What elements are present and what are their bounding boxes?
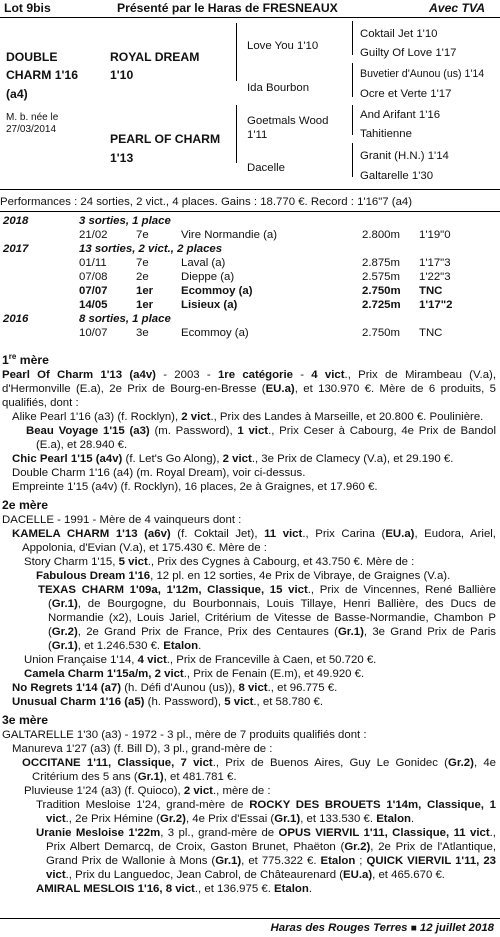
race-date: 01/11 (79, 257, 107, 269)
produce-entry: Unusual Charm 1'16 (a5) (h. Password), 5 vict., et 58.780 €. (12, 696, 324, 709)
race-row (0, 256, 500, 270)
race-placing: 7e (136, 257, 149, 269)
pedigree-table (0, 19, 500, 191)
produce-entry: Beau Voyage 1'15 (a3) (m. Password), 1 vict., Prix Ceser à Cabourg, 4e Prix de Bandol (E.a), et 28.940 €. (26, 425, 496, 452)
produce-entry: No Regrets 1'14 (a7) (h. Défi d'Aunou (us)), 8 vict., et 96.775 €. (12, 682, 338, 695)
page-footer (0, 918, 500, 936)
produce-entry: TEXAS CHARM 1'09a, 1'12m, Classique, 15 vict., Prix de Vincennes, René Ballière (Gr.1), de Bourgogne, du Bourbonnais, Louis Tillaye, Henri Ballière, des Ducs de Normandie (x2), Louis Jariel, Critérium de Vitesse de Basse-Normandie, Chambon P (Gr.2), 2e Grand Prix de France, Prix des Centaures (Gr.1), 3e Grand Prix de Paris (Gr.1), et 1.246.530 €. Etalon. (38, 584, 496, 653)
race-row (0, 284, 500, 298)
race-time: TNC (419, 285, 443, 297)
produce-entry: KAMELA CHARM 1'13 (a6v) (f. Coktail Jet), 11 vict., Prix Carina (EU.a), Eudora, Ariel, Appolonia, d'Evian (V.a), et 175.430 €. Mère de : (12, 528, 496, 555)
race-placing: 1er (136, 299, 154, 311)
produce-entry: OCCITANE 1'11, Classique, 7 vict., Prix de Buenos Aires, Guy Le Gonidec (Gr.2), 4e Critérium des 5 ans (Gr.1), et 481.781 €. (22, 757, 496, 784)
sire-name: ROYAL DREAM (110, 50, 200, 64)
footer-rule (0, 918, 500, 919)
race-row (0, 326, 500, 340)
dam-sire-line1: Goetmals Wood (247, 115, 329, 127)
produce-entry: Alike Pearl 1'16 (a3) (f. Rocklyn), 2 vict., Prix des Landes à Marseille, et 20.800 €. Poulinière. (12, 411, 484, 424)
ss-dam: Guilty Of Love 1'17 (360, 47, 457, 59)
header-rule (0, 17, 500, 18)
presenter-title: Présenté par le Haras de FRESNEAUX (117, 1, 338, 15)
race-date: 10/07 (79, 327, 108, 339)
produce-entry: Tradition Mesloise 1'24, grand-mère de ROCKY DES BROUETS 1'14m, Classique, 1 vict., 2e Prix Hémine (Gr.2), 4e Prix d'Essai (Gr.1), et 133.530 €. Etalon. (36, 799, 496, 826)
footer-text: Haras des Rouges Terres ■ 12 juillet 2018 (270, 922, 494, 934)
performance-summary: Performances : 24 sorties, 2 vict., 4 places. Gains : 18.770 €. Record : 1'16"7 (a4) (0, 196, 413, 208)
vat-note: Avec TVA (429, 1, 485, 15)
race-records (0, 214, 500, 340)
ss-sire: Coktail Jet 1'10 (360, 28, 438, 40)
horse-name-line3: (a4) (6, 87, 28, 101)
sd-dam: Ocre et Verte 1'17 (360, 88, 452, 100)
race-time: TNC (419, 327, 443, 339)
race-row (0, 270, 500, 284)
race-year: 2017 (3, 243, 29, 255)
race-placing: 7e (136, 229, 149, 241)
second-dam-heading: 2e mère (2, 498, 49, 513)
third-dam-intro: GALTARELLE 1'30 (a3) - 1972 - 3 pl., mère de 7 produits qualifiés dont : (2, 729, 367, 742)
third-dam-heading: 3e mère (2, 713, 49, 728)
race-date: 07/07 (79, 285, 108, 297)
dam-name: PEARL OF CHARM (110, 132, 221, 146)
ds-bracket (352, 105, 353, 135)
race-distance: 2.750m (362, 327, 400, 339)
produce-entry: Uranie Mesloise 1'22m, 3 pl., grand-mère de OPUS VIERVIL 1'11, Classique, 11 vict., Prix Albert Demarcq, de Croix, Gaston Brunet, Phaëton (Gr.2), 2e Prix de l'Atlantique, Grand Prix de Wallonie à Mons (Gr.1), et 775.322 €. Etalon ; QUICK VIERVIL 1'11, 23 vict., Prix du Languedoc, Jean Cabrol, de Châteaurenard (EU.a), et 465.670 €. (36, 827, 496, 882)
race-name: Lisieux (a) (181, 299, 238, 311)
second-dam-intro: DACELLE - 1991 - Mère de 4 vainqueurs dont : (2, 514, 242, 527)
first-dam-paragraph: Pearl Of Charm 1'13 (a4v) - 2003 - 1re catégorie - 4 vict., Prix de Mirambeau (V.a), d'Hermonville (E.a), 2e Prix de Bourg-en-Bresse (EU.a), et 130.970 €. Mère de 6 produits, 5 qualifiés, dont : (2, 369, 496, 410)
ds-sire: And Arifant 1'16 (360, 109, 441, 121)
dam-dam: Dacelle (247, 162, 285, 174)
sd-bracket (352, 63, 353, 97)
race-distance: 2.800m (362, 229, 400, 241)
race-year-row (0, 312, 500, 326)
produce-entry: Union Française 1'14, 4 vict., Prix de Franceville à Caen, et 50.720 €. (24, 654, 377, 667)
horse-birth-label: M. b. née le (6, 112, 59, 123)
race-date: 14/05 (79, 299, 108, 311)
race-name: Ecommoy (a) (181, 285, 253, 297)
race-date: 07/08 (79, 271, 108, 283)
produce-entry: Story Charm 1'15, 5 vict., Prix des Cygnes à Cabourg, et 43.750 €. Mère de : (24, 556, 415, 569)
race-year-summary: 8 sorties, 1 place (79, 313, 171, 325)
race-year-row (0, 242, 500, 256)
separator-square-icon: ■ (410, 923, 417, 934)
race-row (0, 228, 500, 242)
race-time: 1'17"3 (419, 257, 451, 269)
race-year-summary: 13 sorties, 2 vict., 2 places (79, 243, 223, 255)
race-distance: 2.725m (362, 299, 401, 311)
sire-sire: Love You 1'10 (247, 40, 319, 52)
produce-entry: Chic Pearl 1'15 (a4v) (f. Let's Go Along), 2 vict., 3e Prix de Clamecy (V.a), et 29.190 €. (12, 453, 454, 466)
dam-sire-line2: 1'11 (247, 129, 268, 141)
pedigree-rule (0, 189, 500, 190)
race-placing: 1er (136, 285, 154, 297)
horse-name-line2: CHARM 1'16 (6, 68, 78, 82)
sire-dam: Ida Bourbon (247, 82, 310, 94)
produce-entry: Camela Charm 1'15a/m, 2 vict., Prix de Fenain (E.m), et 49.920 €. (24, 668, 365, 681)
maternal-lineage (0, 349, 500, 896)
sd-sire: Buvetier d'Aunou (us) 1'14 (360, 68, 485, 80)
race-date: 21/02 (79, 229, 108, 241)
race-time: 1'22"3 (419, 271, 451, 283)
race-distance: 2.875m (362, 257, 400, 269)
race-name: Laval (a) (181, 257, 226, 269)
race-name: Vire Normandie (a) (181, 229, 278, 241)
sire-record: 1'10 (110, 68, 134, 82)
dd-dam: Galtarelle 1'30 (360, 170, 434, 182)
first-dam-heading: 1re mère (2, 352, 49, 368)
horse-name-line1: DOUBLE (6, 50, 58, 64)
produce-entry: Fabulous Dream 1'16, 12 pl. en 12 sorties, 4e Prix de Vibraye, de Graignes (V.a). (36, 570, 451, 583)
ds-dam: Tahitienne (360, 128, 412, 140)
performance-rule (0, 211, 500, 212)
produce-entry: Pluvieuse 1'24 (a3) (f. Quioco), 2 vict., mère de : (24, 785, 271, 798)
race-year: 2018 (3, 215, 29, 227)
race-time: 1'19"0 (419, 229, 451, 241)
produce-entry: Empreinte 1'15 (a4v) (f. Rocklyn), 16 places, 2e à Graignes, et 17.960 €. (12, 481, 378, 494)
race-row (0, 298, 500, 312)
race-year: 2016 (3, 313, 29, 325)
race-name: Ecommoy (a) (181, 327, 249, 339)
page-header (0, 0, 500, 16)
race-distance: 2.575m (362, 271, 400, 283)
dd-bracket (352, 143, 353, 177)
race-time: 1'17"2 (419, 299, 453, 311)
produce-entry: Manureva 1'27 (a3) (f. Bill D), 3 pl., grand-mère de : (12, 743, 273, 756)
ss-bracket (352, 21, 353, 55)
produce-entry: Double Charm 1'16 (a4) (m. Royal Dream), voir ci-dessus. (12, 467, 306, 480)
horse-birth-date: 27/03/2014 (6, 124, 57, 135)
dd-sire: Granit (H.N.) 1'14 (360, 150, 449, 162)
race-distance: 2.750m (362, 285, 401, 297)
dam-record: 1'13 (110, 151, 134, 165)
sire-bracket (236, 23, 237, 81)
dam-bracket (236, 105, 237, 163)
lot-number: Lot 9bis (4, 1, 51, 15)
produce-entry: AMIRAL MESLOIS 1'16, 8 vict., et 136.975 €. Etalon. (36, 883, 313, 896)
race-placing: 2e (136, 271, 149, 283)
race-year-row (0, 214, 500, 228)
race-name: Dieppe (a) (181, 271, 235, 283)
race-placing: 3e (136, 327, 149, 339)
race-year-summary: 3 sorties, 1 place (79, 215, 171, 227)
